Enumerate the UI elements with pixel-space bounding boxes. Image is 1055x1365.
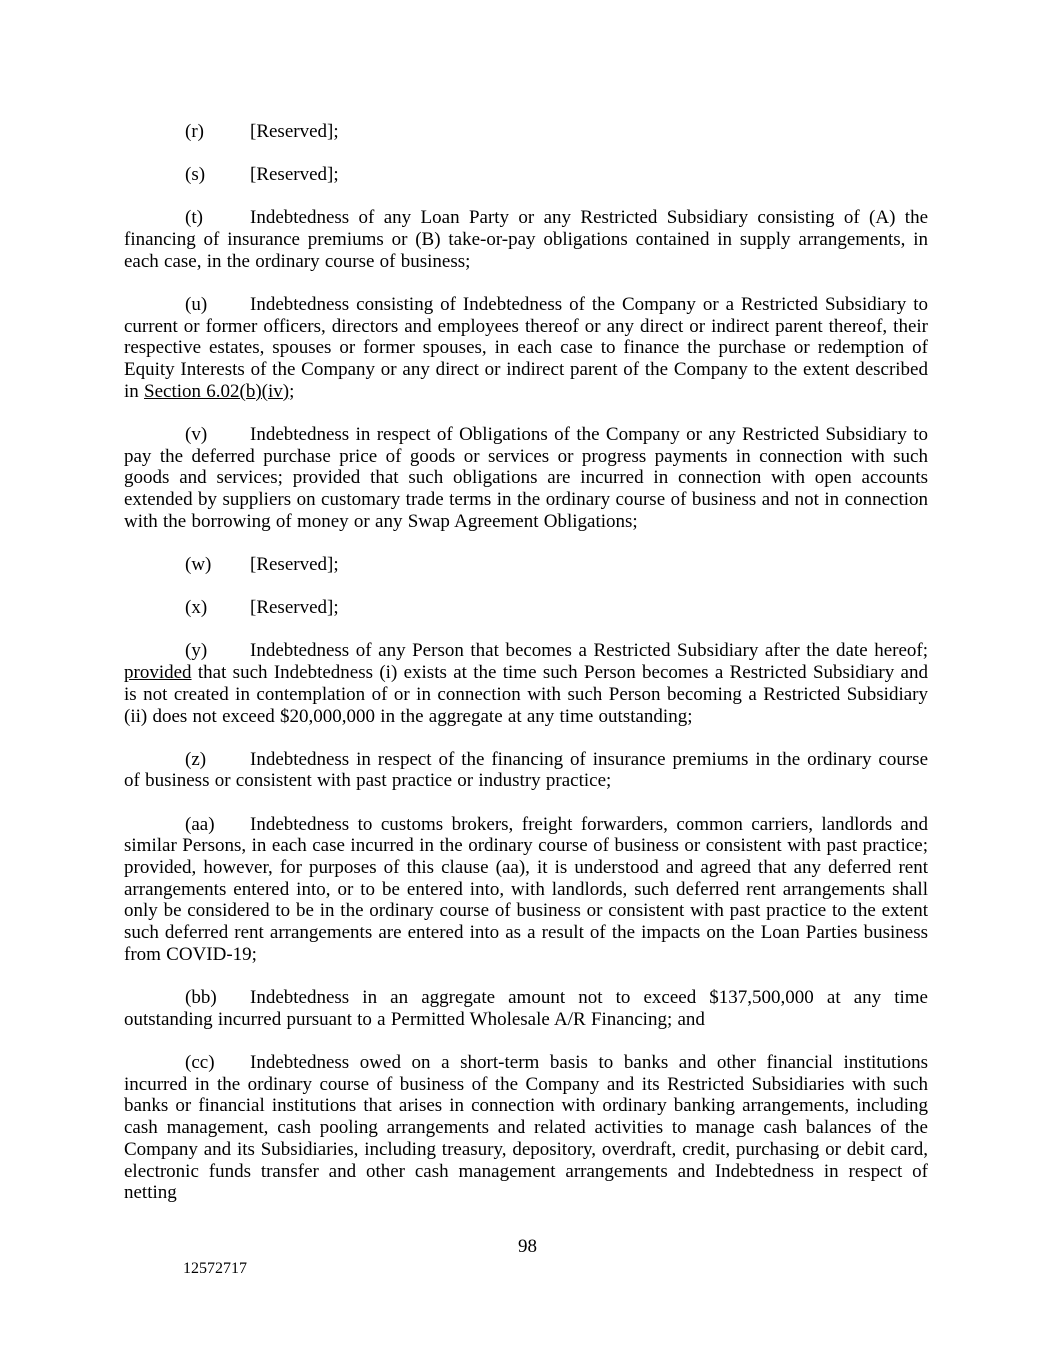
clause-label: (t)	[185, 207, 203, 229]
clause-w	[124, 554, 928, 576]
clause-v	[124, 424, 928, 533]
clause-y	[124, 640, 928, 727]
clause-cc	[124, 1052, 928, 1204]
clause-label: (cc)	[185, 1052, 215, 1073]
clause-text: [Reserved];	[250, 554, 339, 576]
clause-label: (z)	[185, 748, 207, 770]
clause-u	[124, 294, 928, 403]
clause-text: Indebtedness owed on a short-term basis to banks and other financial institutions incurred in the ordinary course of business of the Company and its Restricted Subsidiaries with such banks or financial institutions that arises in connection with ordinary banking arrangements, including cash management, cash pooling arrangements and related activities to manage cash balances of the Company and its Subsidiaries, including treasury, depository, overdraft, credit, purchasing or debit card, electronic funds transfer and other cash management arrangements and Indebtedness in respect of netting	[124, 1052, 928, 1204]
clause-label: (aa)	[185, 813, 215, 835]
clause-text: that such Indebtedness (i) exists at the time such Person becomes a Restricted Subsidiary and is not created in contemplation of or in connection with such Person becoming a Restricted Subsidiary (ii) does not exceed $20,000,000 in the aggregate at any time outstanding;	[124, 662, 928, 727]
page-number: 98	[518, 1236, 537, 1257]
clause-label: (r)	[185, 121, 204, 142]
proviso-term: provided	[124, 662, 192, 684]
clause-aa	[124, 814, 928, 966]
document-id: 12572717	[183, 1260, 247, 1277]
clause-text: [Reserved];	[250, 164, 339, 186]
clause-text: Indebtedness of any Loan Party or any Restricted Subsidiary consisting of (A) the financing of insurance premiums or (B) take-or-pay obligations contained in supply arrangements, in each case, in the ordinary course of business;	[124, 207, 928, 272]
clause-label: (u)	[185, 294, 208, 316]
clause-text: Indebtedness to customs brokers, freight forwarders, common carriers, landlords and similar Persons, in each case incurred in the ordinary course of business or consistent with past practice; provided, however, for purposes of this clause (aa), it is understood and agreed that any deferred rent arrangements entered into, or to be entered into, with landlords, such deferred rent arrangements shall only be considered to be in the ordinary course of business or consistent with past practice to the extent such deferred rent arrangements are entered into as a result of the impacts on the Loan Parties business from COVID-19;	[124, 813, 928, 965]
clause-label: (bb)	[185, 987, 217, 1009]
clause-label: (s)	[185, 164, 206, 186]
clause-text: Indebtedness in respect of Obligations of the Company or any Restricted Subsidiary to pay the deferred purchase price of goods or services or progress payments in connection with such goods and services; provided that such obligations are incurred in connection with open accounts extended by suppliers on customary trade terms in the ordinary course of business and not in connection with the borrowing of money or any Swap Agreement Obligations;	[124, 424, 928, 532]
clause-text: [Reserved];	[250, 121, 339, 142]
clause-label: (x)	[185, 597, 208, 619]
clause-z	[124, 749, 928, 792]
clause-r	[124, 121, 928, 143]
clause-bb	[124, 987, 928, 1030]
document-body	[124, 121, 928, 1225]
clause-label: (v)	[185, 424, 208, 446]
section-cross-reference: Section 6.02(b)(iv)	[144, 380, 290, 402]
clause-text: Indebtedness consisting of Indebtedness of the Company or a Restricted Subsidiary to current or former officers, directors and employees thereof or any direct or indirect parent thereof, their respective estates, spouses or former spouses, in each case to finance the purchase or redemption of Equity Interests of the Company or any direct or indirect parent of the Company to the extent described in	[124, 294, 928, 402]
clause-text: [Reserved];	[250, 597, 339, 619]
clause-text: Indebtedness in an aggregate amount not to exceed $137,500,000 at any time outstanding incurred pursuant to a Permitted Wholesale A/R Financing; and	[124, 987, 928, 1030]
clause-label: (w)	[185, 554, 212, 576]
clause-text: Indebtedness of any Person that becomes a Restricted Subsidiary after the date hereof;	[250, 640, 928, 662]
clause-text: Indebtedness in respect of the financing of insurance premiums in the ordinary course of business or consistent with past practice or industry practice;	[124, 748, 928, 792]
clause-text: ;	[289, 380, 295, 402]
clause-label: (y)	[185, 640, 208, 662]
clause-s	[124, 164, 928, 186]
clause-x	[124, 597, 928, 619]
clause-t	[124, 207, 928, 272]
